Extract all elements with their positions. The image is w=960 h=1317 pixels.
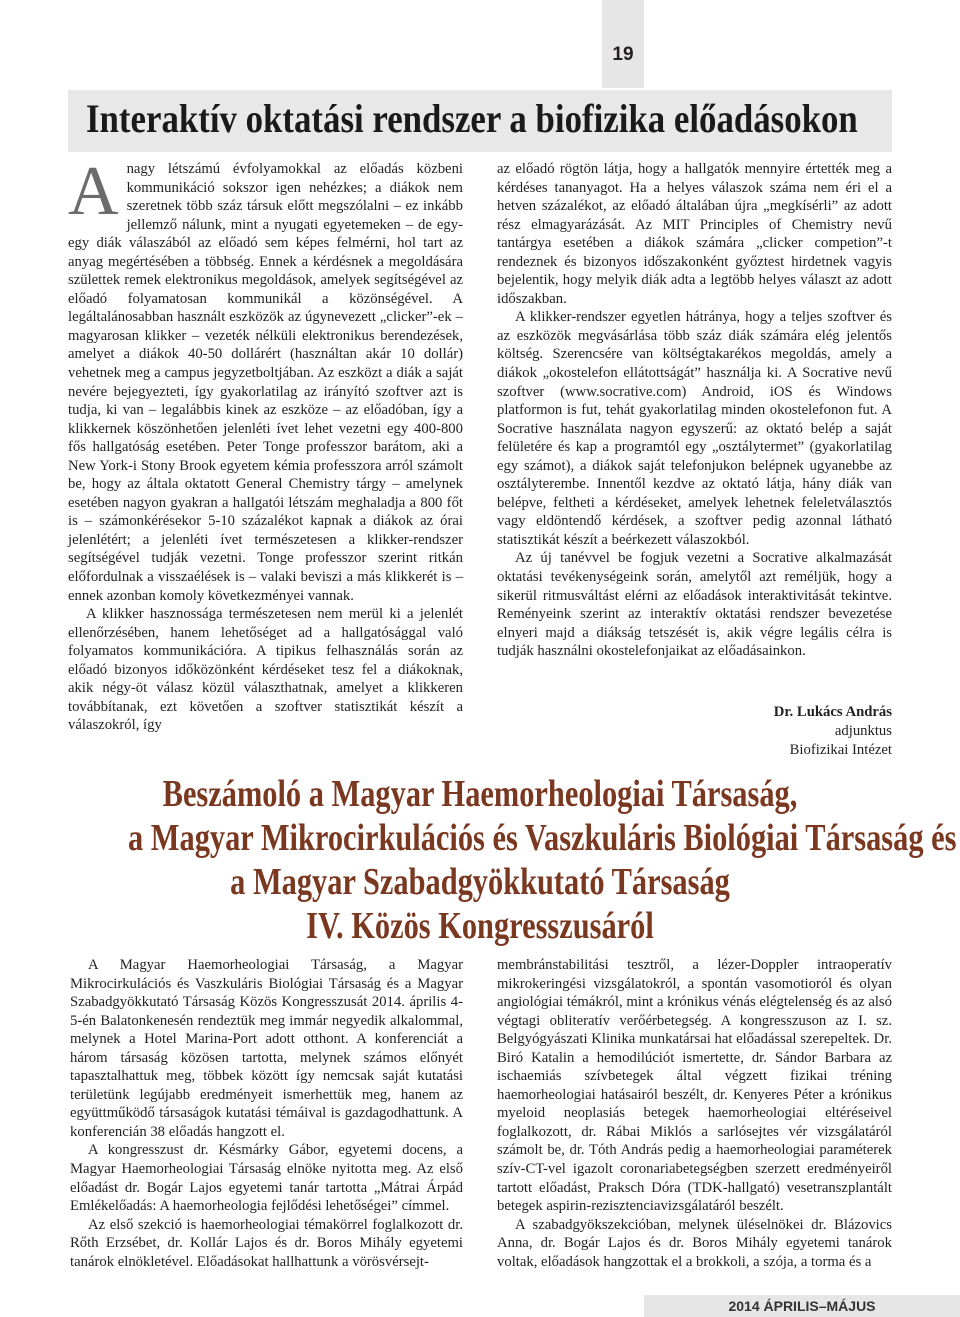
paragraph: A kongresszust dr. Késmárky Gábor, egyetemi docens, a Magyar Haemorheologiai Társaság elnöke nyitotta meg. Az első előadást dr. Bogár Lajos egyetemi tanár tartotta „Mátrai Árpád Emlékelőadás: A haemorheologia fejlődési lehetőségei” címmel. bbox=[70, 1142, 463, 1215]
paragraph: Az első szekció is haemorheologiai témakörrel foglalkozott dr. Rőth Erzsébet, dr. Kollár Lajos és dr. Boros Mihály egyetemi tanárok elnökletével. Előadásokat hallhattunk a vörösvérsejt- bbox=[70, 1216, 463, 1270]
drop-cap: A bbox=[68, 153, 119, 230]
paragraph: A Magyar Haemorheologiai Társaság, a Magyar Mikrocirkulációs és Vaszkuláris Biológiai Társaság és a Magyar Szabadgyökkutató Társaság Közös Kongresszusát 2014. április 4-5-én Balatonkenesén rendeztük meg immár negyedik alkalommal, melynek a Hotel Marina-Port adott otthont. A konferenciát a három társaság közösen tartotta, melynek számos előnyét tapasztalhattuk meg, többek között így nemcsak saját kutatási területünk legújabb eredményeit ismerhettük meg, hanem az együttműködő társaságok kutatási témáival is gazdagodhattunk. A konferencián 38 előadás hangzott el. bbox=[70, 957, 463, 1140]
issue-date-footer: 2014 ÁPRILIS–MÁJUS bbox=[728, 1298, 876, 1314]
paragraph: A klikker-rendszer egyetlen hátránya, hogy a teljes szoftver és az eszközök megvásárlása több száz diák számára elég jelentős költség. Szerencsére van költségtakarékos megoldás, amely a diákok „okostelefon ellátottságát” használja ki. A Socrative nevű szoftver (www.socrative.com) Android, iOS és Windows platformon is fut, tehát gyakorlatilag minden okostelefonon fut. A Socrative használata nagyon egyszerű: az oktató belép a saját felületére és kap a programtól egy „osztálytermet” (gyakorlatilag egy számot), a diákok saját telefonjukon belépnek ugyanebbe az osztályterembe. Innentől kezdve az oktató látja, hány diák van belépve, feltheti a kérdéseket, amelyek lehetnek feleletválasztós vagy eldöntendő kérdések, a szoftver pedig azonnal látható statisztikát készít a beérkezett válaszokból. bbox=[497, 309, 892, 548]
report-title-line-2: a Magyar Mikrocirkulációs és Vaszkuláris Biológiai Társaság és bbox=[128, 817, 957, 859]
paragraph: membránstabilitási tesztről, a lézer-Doppler intraoperatív mikrokeringési vizsgálatokról, a spontán vasomotioról és olyan angiológiai témákról, mint a krónikus vénás elégtelenség és az alsó végtagi obliteratív verőérbetegség. A kongresszuson az I. sz. Belgyógyászati Klinika munkatársai hat előadással szerepeltek. Dr. Biró Katalin a hemodilúciót ismertette, dr. Sándor Barbara az ischaemiás szívbetegek által végzett fizikai tréning haemorheologiai hatásairól beszélt, dr. Kenyeres Péter a krónikus myeloid neoplasiás betegek haemorheologiai eltéréseivel foglalkozott, dr. Rábai Miklós a sarlósejtes vér vizsgálatáról számolt be, dr. Tóth András pedig a haemorheologiai paraméterek szív-CT-vel igazolt coronariabetegségben szerzett eredményeiről tartott előadást, Praksch Dóra (TDK-hallgató) vesetranszplantált betegek aspirin-rezisztenciavizsgálatáról beszélt. bbox=[497, 957, 892, 1215]
author-role: adjunktus bbox=[834, 723, 892, 739]
report-title-line-4: IV. Közös Kongresszusáról bbox=[306, 905, 654, 947]
report-title-line-3: a Magyar Szabadgyökkutató Társaság bbox=[230, 861, 730, 903]
paragraph: A klikker hasznossága természetesen nem merül ki a jelenlét ellenőrzésében, hanem lehetőséget ad a hallgatósággal való folyamatos kommunikációra. A tipikus felhasználás során az előadó bizonyos időközönként kérdéseket tesz fel a diákoknak, akik négy-öt válasz közül választhatnak, amelyet a klikkeren továbbítanak, ezt követően a szoftver statisztikát készít a válaszokról, így bbox=[68, 606, 463, 734]
author-signature bbox=[680, 703, 892, 760]
author-institute: Biofizikai Intézet bbox=[789, 742, 892, 758]
article2-left-column bbox=[70, 956, 463, 1271]
article1-right-column bbox=[497, 160, 892, 661]
author-name: Dr. Lukács András bbox=[773, 704, 892, 720]
paragraph: az előadó rögtön látja, hogy a hallgatók mennyire értették meg a kérdéses tananyagot. Ha a helyes válaszok száma nem éri el a hetven százalékot, az előadó általában újra „megkísérli” az adott rész elmagyarázását. Az MIT Principles of Chemistry nevű tantárgya esetében a diákok számára „clicker competion”-t rendeznek és bizonyos időszakonként győztest hirdetnek vagyis bejelentik, hogy melyik diák adta a legtöbb helyes választ az adott időszakban. bbox=[497, 161, 892, 307]
paragraph: nagy létszámú évfolyamokkal az előadás közbeni kommunikáció sokszor igen nehézkes; a diákok nem szeretnek több száz társuk előtt megszólalni – ez inkább jellemző nálunk, mint a nyugati egyetemeken – de egy-egy diák válaszából az előadó sem képes felmérni, hol tart az anyag megértésében a többség. Ennek a kérdésnek a megoldására születtek remek elektronikus megoldások, amelyek segítségével az előadó folyamatosan kommunikál a közönségével. A legáltalánosabban használt eszközök az úgynevezett „clicker”-ek – magyarosan klikker – vezeték nélküli elektronikus berendezések, amelyet a diákok 40-50 dollárért (használtan akár 10 dollár) vehetnek meg a campus jegyzetboltjában. Az eszközt a diák a saját nevére bejegyezteti, így gyakorlatilag az irányító szoftver azt is tudja, ki van – legalábbis kinek az eszköze – az előadóban, így a klikkernek köszönhetően jelenléti ívet lehet vezetni egy 400-800 fős hallgatóság esetében. Peter Tonge professzor barátom, aki a New York-i Stony Brook egyetem kémia professzora arról számolt be, hogy az általa oktatott General Chemistry tárgy – amelynek esetében nagyon gyakran a hallgatói létszám meghaladja a 800 főt is – számonkérésekor 5-10 százalékot kapnak a diákok az órai jelenlétért; a jelenléti ívet természetesen a klikker-rendszer segítségével tudják vezetni. Tonge professzor szerint ritkán előfordulnak a visszaélések is – valaki beviszi a más klikkerét is – ennek azonban komoly következményei vannak. bbox=[68, 161, 463, 604]
page-number: 19 bbox=[612, 44, 634, 65]
article-title: Interaktív oktatási rendszer a biofizika előadásokon bbox=[86, 96, 858, 141]
paragraph: Az új tanévvel be fogjuk vezetni a Socrative alkalmazását oktatási tevékenységeink során, amelytől azt reméljük, hogy a sikerül ritmusváltást elérni az előadások interaktivitását tekintve. Reményeink szerint az interaktív oktatási rendszer bevezetése elnyeri majd a diákság tetszését is, akik végre legális célra is tudják használni okostelefonjaikat az előadásainkon. bbox=[497, 550, 892, 660]
article2-right-column bbox=[497, 956, 892, 1271]
report-title-line-1: Beszámoló a Magyar Haemorheologiai Társaság, bbox=[162, 773, 798, 815]
paragraph: A szabadgyökszekcióban, melynek üléselnökei dr. Blázovics Anna, dr. Bogár Lajos és dr. Boros Mihály egyetemi tanárok voltak, előadások hangzottak el a brokkoli, a szója, a torma és a bbox=[497, 1216, 892, 1270]
article1-left-column bbox=[68, 153, 463, 735]
